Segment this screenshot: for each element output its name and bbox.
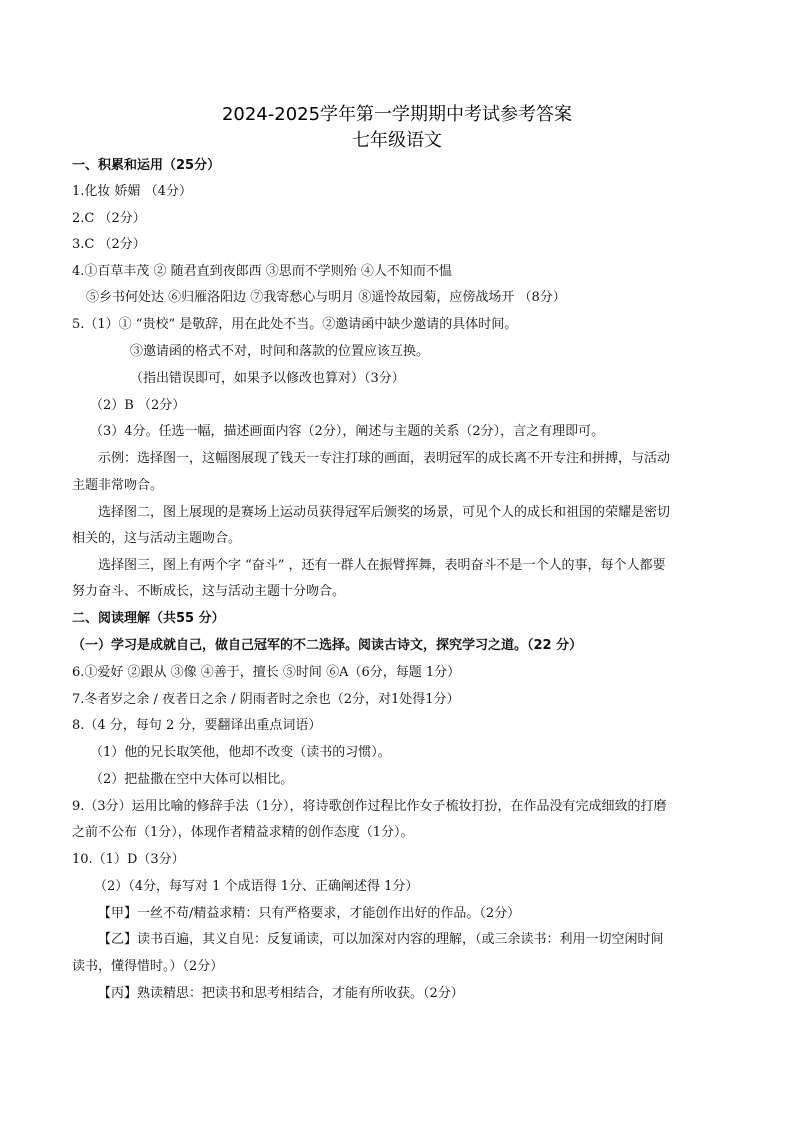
- answer-line: （指出错误即可，如果予以修改也算对）（3分）: [130, 371, 405, 386]
- answer-line: 努力奋斗、不断成长，这与活动主题十分吻合。: [72, 584, 346, 599]
- answer-line: （2）（4分，每写对 1 个成语得 1分、正确阐述得 1分）: [94, 879, 419, 894]
- answer-line: ③邀请函的格式不对，时间和落款的位置应该互换。: [130, 344, 430, 359]
- answer-line: 相关的，这与活动主题吻合。: [72, 531, 242, 546]
- answer-line: 7.冬者岁之余 / 夜者日之余 / 阴雨者时之余也（2分，对1处得1分）: [72, 692, 460, 707]
- answer-line: （1）他的兄长取笑他，他却不改变（读书的习惯）。: [90, 745, 391, 760]
- section-heading-2: 二、阅读理解（共55 分）: [72, 611, 225, 626]
- answer-line: （3）4分。任选一幅，描述画面内容（2分），阐述与主题的关系（2分），言之有理即可。: [90, 424, 605, 439]
- section-heading-1: 一、积累和运用（25分）: [72, 158, 221, 173]
- answer-line: （2）把盐撒在空中大体可以相比。: [90, 772, 294, 787]
- answer-line: 8.（4 分，每句 2 分，要翻译出重点词语）: [72, 718, 322, 733]
- answer-line: 6.①爱好 ②跟从 ③像 ④善于，擅长 ⑤时间 ⑥A（6分，每题 1分）: [72, 665, 461, 680]
- answer-line: 2.C （2分）: [72, 211, 146, 226]
- answer-line: 4.①百草丰茂 ② 随君直到夜郎西 ③思而不学则殆 ④人不知而不愠: [72, 264, 452, 279]
- answer-line: ⑤乡书何处达 ⑥归雁洛阳边 ⑦我寄愁心与明月 ⑧遥怜故园菊，应傍战场开 （8分）: [86, 290, 566, 305]
- answer-line: 选择图二，图上展现的是赛场上运动员获得冠军后颁奖的场景，可见个人的成长和祖国的荣耀是密切: [98, 505, 671, 520]
- answer-line: 9.（3分）运用比喻的修辞手法（1分），将诗歌创作过程比作女子梳妆打扮，在作品没有完成细致的打磨: [72, 799, 667, 814]
- answer-line: （2）B （2分）: [90, 398, 186, 413]
- answer-line: 示例：选择图一，这幅图展现了钱天一专注打球的画面，表明冠军的成长离不开专注和拼搏，与活动: [98, 451, 671, 466]
- answer-line: 3.C （2分）: [72, 237, 146, 252]
- answer-line: 【甲】一丝不苟/精益求精：只有严格要求，才能创作出好的作品。（2分）: [98, 906, 521, 921]
- answer-line: 10.（1）D（3分）: [72, 852, 185, 867]
- answer-line: 主题非常吻合。: [72, 478, 164, 493]
- answer-line: 1.化妆 娇媚 （4分）: [72, 184, 192, 199]
- answer-line: 【丙】熟读精思：把读书和思考相结合，才能有所收获。（2分）: [98, 986, 464, 1001]
- answer-line: 选择图三，图上有两个字 “奋斗” ，还有一群人在振臂挥舞，表明奋斗不是一个人的事，每个人都要: [98, 558, 666, 573]
- page-title: 2024-2025学年第一学期期中考试参考答案: [221, 104, 573, 125]
- page-subtitle: 七年级语文: [352, 130, 442, 151]
- answer-line: 5.（1）① “贵校” 是敬辞，用在此处不当。②邀请函中缺少邀请的具体时间。: [72, 317, 518, 332]
- answer-line: 之前不公布（1分），体现作者精益求精的创作态度（1分）。: [72, 825, 414, 840]
- answer-line: 【乙】读书百遍，其义自见：反复诵读，可以加深对内容的理解，（或三余读书：利用一切空闲时间: [98, 932, 664, 947]
- subsection-heading: （一）学习是成就自己，做自己冠军的不二选择。阅读古诗文，探究学习之道。（22 分）: [72, 638, 583, 653]
- answer-line: 读书，懂得惜时。）（2分）: [72, 959, 224, 974]
